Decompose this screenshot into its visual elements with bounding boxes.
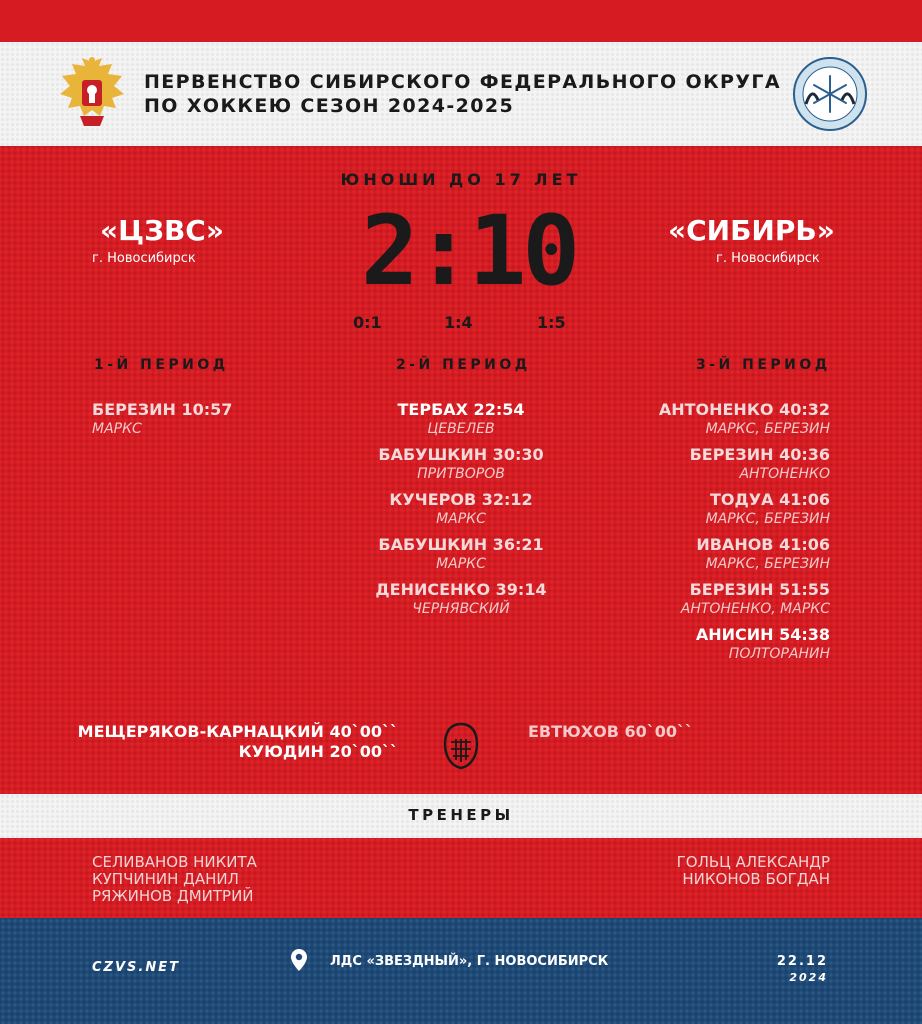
away-coaches (560, 854, 830, 888)
goal-item (550, 400, 830, 438)
title-line-2: ПО ХОККЕЮ СЕЗОН 2024-2025 (144, 95, 515, 117)
period-2-title: 2-Й ПЕРИОД (396, 357, 531, 373)
goal-scorer: БЕРЕЗИН 51:55 (689, 580, 830, 599)
home-coaches (92, 854, 257, 905)
goal-assist: МАРКС, БЕРЕЗИН (705, 556, 830, 572)
home-team-name: «ЦЗВС» (100, 214, 224, 247)
goal-item (550, 625, 830, 663)
championship-title (144, 70, 784, 118)
home-score: 2 (361, 195, 415, 307)
final-score (361, 195, 577, 307)
goal-assist: АНТОНЕНКО (739, 466, 830, 482)
score-separator: : (414, 195, 469, 307)
top-strip (0, 0, 922, 42)
goal-scorer: БАБУШКИН 30:30 (378, 445, 544, 464)
period-score-3: 1:5 (537, 313, 566, 332)
goal-scorer: АНИСИН 54:38 (695, 625, 830, 644)
match-date (760, 954, 828, 986)
goal-assist: МАРКС, БЕРЕЗИН (705, 421, 830, 437)
period-score-2: 1:4 (444, 313, 473, 332)
home-goalie-2: КУЮДИН 20`00`` (238, 742, 398, 761)
away-coach-2: НИКОНОВ БОГДАН (682, 870, 830, 888)
period-1-title: 1-Й ПЕРИОД (94, 357, 229, 373)
period-3-goals (550, 400, 830, 670)
goal-scorer: КУЧЕРОВ 32:12 (389, 490, 533, 509)
goal-item (550, 535, 830, 573)
period-3-title: 3-Й ПЕРИОД (696, 357, 831, 373)
goal-scorer: БЕРЕЗИН 40:36 (689, 445, 830, 464)
goal-scorer: АНТОНЕНКО 40:32 (658, 400, 830, 419)
goal-scorer: ИВАНОВ 41:06 (696, 535, 830, 554)
location-pin-icon (290, 948, 308, 972)
goal-scorer: ТЕРБАХ 22:54 (397, 400, 525, 419)
home-team-city: г. Новосибирск (92, 251, 196, 266)
away-score: 10 (468, 195, 577, 307)
age-category: ЮНОШИ ДО 17 ЛЕТ (340, 170, 582, 189)
site-link[interactable]: CZVS.NET (92, 960, 180, 975)
goal-assist: ПОЛТОРАНИН (728, 646, 830, 662)
away-team-name: «СИБИРЬ» (668, 214, 835, 247)
home-coach-3: РЯЖИНОВ ДМИТРИЙ (92, 887, 254, 905)
goal-item (550, 580, 830, 618)
goal-assist: МАРКС (436, 556, 486, 572)
hockey-federation-eagle-emblem-icon (52, 54, 132, 134)
venue: ЛДС «ЗВЕЗДНЫЙ», Г. НОВОСИБИРСК (330, 954, 609, 969)
away-team-city: г. Новосибирск (716, 251, 820, 266)
goal-assist: МАРКС, БЕРЕЗИН (705, 511, 830, 527)
away-goalie-1: ЕВТЮХОВ 60`00`` (528, 722, 694, 741)
goal-scorer: ТОДУА 41:06 (710, 490, 830, 509)
goal-scorer: БЕРЕЗИН 10:57 (92, 400, 233, 419)
coaches-title: ТРЕНЕРЫ (408, 806, 514, 824)
goal-assist: ЦЕВЕЛЕВ (427, 421, 495, 437)
goal-item (550, 445, 830, 483)
period-score-1: 0:1 (353, 313, 382, 332)
away-goalies (528, 722, 828, 742)
home-goalies (40, 722, 398, 762)
goal-assist: АНТОНЕНКО, МАРКС (680, 601, 830, 617)
home-coach-2: КУПЧИНИН ДАНИЛ (92, 870, 239, 888)
goal-item (550, 490, 830, 528)
goalie-mask-icon (441, 722, 481, 770)
goal-assist: ПРИТВОРОВ (417, 466, 505, 482)
goal-scorer: ДЕНИСЕНКО 39:14 (375, 580, 547, 599)
goal-assist: ЧЕРНЯВСКИЙ (412, 601, 510, 617)
date-year: 2024 (789, 971, 828, 984)
goal-scorer: БАБУШКИН 36:21 (378, 535, 544, 554)
home-goalie-1: МЕЩЕРЯКОВ-КАРНАЦКИЙ 40`00`` (77, 722, 398, 741)
title-line-1: ПЕРВЕНСТВО СИБИРСКОГО ФЕДЕРАЛЬНОГО ОКРУГА (144, 71, 781, 93)
goal-assist: МАРКС (92, 421, 142, 437)
home-coach-1: СЕЛИВАНОВ НИКИТА (92, 853, 257, 871)
novosibirsk-snowflake-emblem-icon (792, 56, 868, 132)
away-coach-1: ГОЛЬЦ АЛЕКСАНДР (676, 853, 830, 871)
date-day-month: 22.12 (776, 954, 828, 969)
goal-assist: МАРКС (436, 511, 486, 527)
